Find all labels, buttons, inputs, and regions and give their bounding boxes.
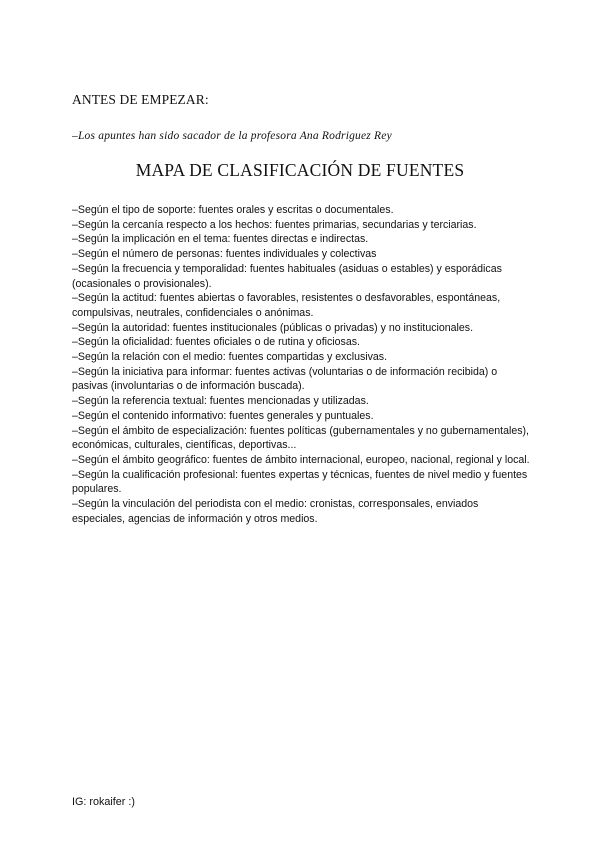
list-item: –Según la vinculación del periodista con el medio: cronistas, corresponsales, enviados especiales, agencias de información y otros medios. [72,498,479,525]
list-item: –Según la implicación en el tema: fuentes directas e indirectas. [72,233,369,246]
list-item: –Según el número de personas: fuentes individuales y colectivas [72,248,377,261]
credit-note: –Los apuntes han sido sacador de la profesora Ana Rodriguez Rey [72,130,392,142]
list-item: –Según el ámbito geográfico: fuentes de ámbito internacional, europeo, nacional, regional y local. [72,453,530,466]
list-item: –Según el ámbito de especialización: fuentes políticas (gubernamentales y no gubernamentales), económicas, culturales, científicas, deportivas... [72,424,529,452]
list-item: –Según la iniciativa para informar: fuentes activas (voluntarias o de información recibida) o pasivas (involuntarias o de información buscada). [72,365,498,393]
classification-list [72,203,532,526]
footer-note: IG: rokaifer :) [72,796,135,808]
list-item: –Según el tipo de soporte: fuentes orales y escritas o documentales. [72,204,394,216]
list-item: –Según la frecuencia y temporalidad: fuentes habituales (asiduas o estables) y esporádicas (ocasionales o provisionales). [72,262,502,290]
intro-heading: ANTES DE EMPEZAR: [72,92,209,107]
list-item: –Según la actitud: fuentes abiertas o favorables, resistentes o desfavorables, espontáneas, compulsivas, neutrales, confidenciales o anónimas. [72,292,501,319]
list-item: –Según el contenido informativo: fuentes generales y puntuales. [72,409,374,422]
page-title: MAPA DE CLASIFICACIÓN DE FUENTES [135,160,465,180]
list-item: –Según la referencia textual: fuentes mencionadas y utilizadas. [72,395,369,408]
list-item: –Según la autoridad: fuentes institucionales (públicas o privadas) y no institucionales. [72,321,474,334]
list-item: –Según la cercanía respecto a los hechos: fuentes primarias, secundarias y terciarias. [72,218,477,231]
list-item: –Según la oficialidad: fuentes oficiales o de rutina y oficiosas. [72,336,360,349]
list-item: –Según la relación con el medio: fuentes compartidas y exclusivas. [72,351,388,364]
list-item: –Según la cualificación profesional: fuentes expertas y técnicas, fuentes de nivel medio y fuentes populares. [72,468,528,496]
